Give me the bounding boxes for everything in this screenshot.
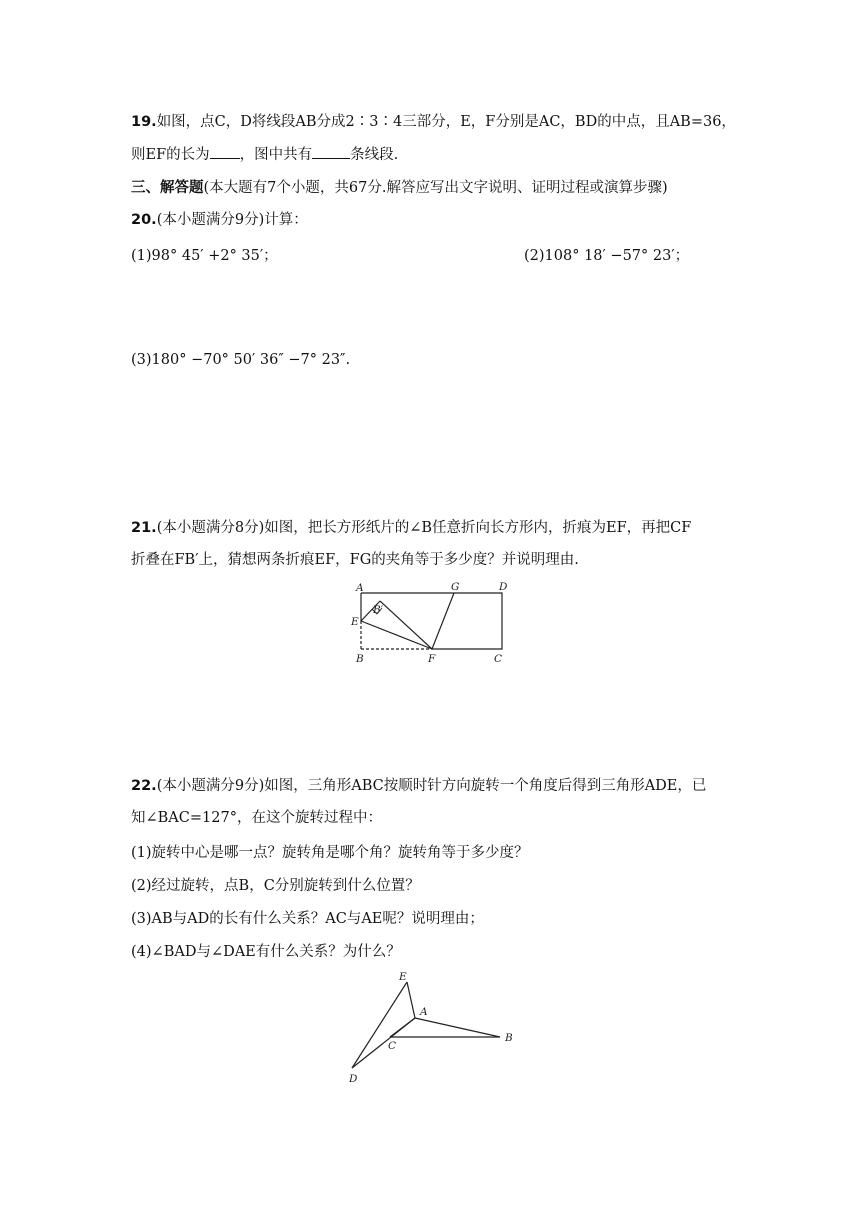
q19-text-line1: 如图，点C，D将线段AB分成2∶3∶4三部分，E，F分别是AC，BD的中点，且AB=36， (156, 114, 736, 130)
q20-text: (本小题满分9分)计算： (156, 212, 308, 228)
q21-label-F: F (428, 653, 436, 665)
q22-number: 22. (131, 778, 157, 794)
q20-number: 20. (131, 212, 157, 228)
q20-part2: (2)108° 18′ −57° 23′； (524, 248, 690, 264)
q22-line1 (131, 776, 706, 796)
q21-text-line1: (本小题满分8分)如图，把长方形纸片的∠B任意折向长方形内，折痕为EF，再把CF (156, 520, 692, 536)
q19-line1 (131, 112, 736, 132)
q19-line2 (131, 144, 398, 165)
q22-text-line1: (本小题满分9分)如图，三角形ABC按顺时针方向旋转一个角度后得到三角形ADE，已 (156, 778, 707, 794)
q21-label-B: B (356, 653, 364, 665)
q22-figure-rotation (340, 966, 530, 1090)
q22-part4: (4)∠BAD与∠DAE有什么关系？为什么？ (131, 944, 401, 960)
q19-text-c: 条线段. (350, 147, 399, 163)
q19-number: 19. (131, 114, 157, 130)
q21-label-G: G (451, 581, 460, 593)
q19-text-b: ，图中共有 (239, 147, 313, 163)
q21-figure-rectangle-fold (340, 578, 530, 668)
q19-blank-segment-count[interactable] (312, 144, 350, 159)
q20-part3: (3)180° −70° 50′ 36″ −7° 23″. (131, 352, 351, 368)
q22-label-E: E (399, 971, 407, 983)
q22-part1: (1)旋转中心是哪一点？旋转角是哪个角？旋转角等于多少度？ (131, 845, 529, 861)
q22-label-B: B (505, 1032, 513, 1044)
q22-part2: (2)经过旋转，点B，C分别旋转到什么位置？ (131, 878, 420, 894)
section3-title: 三、解答题 (131, 180, 204, 196)
q22-line2: 知∠BAC=127°，在这个旋转过程中： (131, 810, 382, 826)
q21-label-A: A (356, 582, 364, 594)
q21-label-E: E (351, 616, 359, 628)
q21-label-Bprime: B′ (373, 604, 384, 616)
q21-line2: 折叠在FB′上，猜想两条折痕EF，FG的夹角等于多少度？并说明理由. (131, 552, 579, 568)
q22-label-C: C (388, 1040, 397, 1052)
q22-part3: (3)AB与AD的长有什么关系？AC与AE呢？说明理由； (131, 911, 484, 927)
q22-label-D: D (349, 1073, 358, 1085)
q21-label-D: D (499, 581, 508, 593)
q20-part1: (1)98° 45′ +2° 35′； (131, 248, 278, 264)
section3-heading (131, 178, 668, 198)
q21-number: 21. (131, 520, 157, 536)
q19-blank-ef-length[interactable] (210, 144, 240, 159)
q20-line (131, 210, 308, 230)
q21-line1 (131, 518, 691, 538)
section3-note: (本大题有7个小题，共67分.解答应写出文字说明、证明过程或演算步骤) (203, 180, 668, 196)
q19-text-a: 则EF的长为 (131, 147, 210, 163)
q22-label-A: A (420, 1006, 428, 1018)
q21-label-C: C (494, 653, 503, 665)
